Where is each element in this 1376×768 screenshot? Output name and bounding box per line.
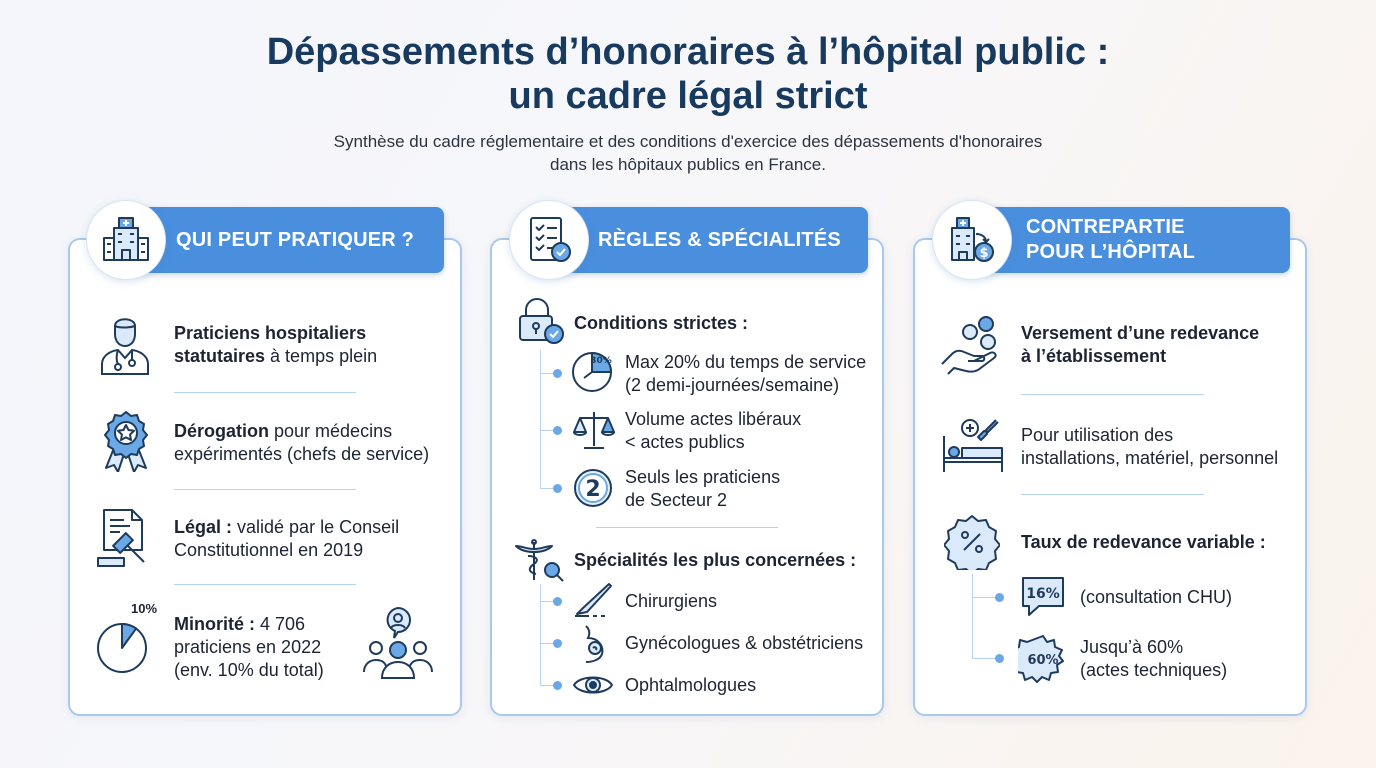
contrepartie-redevance: Versement d’une redevance à l’établissement [1021, 323, 1260, 366]
qui-item-legal: Légal : validé par le Conseil Constitutionnel en 2019 [174, 517, 400, 560]
divider [174, 489, 356, 490]
group-people-icon [362, 606, 434, 680]
qui-item-derogation: Dérogation pour médecins expérimentés (chefs de service) [174, 421, 430, 464]
pregnancy-icon [578, 624, 610, 664]
eye-icon [572, 672, 614, 698]
divider [1021, 394, 1204, 395]
gavel-document-icon [96, 508, 156, 568]
qui-item-praticiens: Praticiens hospitaliers statutaires à temps plein [174, 323, 378, 366]
sector-2-icon [572, 467, 614, 509]
bullet-dot [553, 484, 562, 493]
heading-contrepartie: CONTREPARTIE POUR L’HÔPITAL [974, 207, 1290, 273]
doctor-icon [96, 312, 154, 376]
bullet-dot [553, 426, 562, 435]
condition-temps: Max 20% du temps de service (2 demi-journées/semaine) [625, 352, 867, 395]
divider [1021, 494, 1204, 495]
divider [174, 584, 356, 585]
bed-tools-icon [940, 418, 1006, 474]
svg-text:$: $ [979, 246, 989, 261]
bullet-dot [553, 597, 562, 606]
speech-bubble-16-icon [1019, 576, 1067, 618]
heading-qui-peut-pratiquer: QUI PEUT PRATIQUER ? [128, 207, 444, 273]
bullet-dot [995, 654, 1004, 663]
contrepartie-utilisation: Pour utilisation des installations, matériel, personnel [1021, 425, 1279, 468]
tree-connector [972, 574, 973, 658]
specialite-gynecologues: Gynécologues & obstétriciens [625, 633, 864, 653]
divider [174, 392, 356, 393]
bullet-dot [553, 639, 562, 648]
hospital-money-icon [932, 200, 1012, 280]
pie-chart-icon [94, 618, 152, 674]
sector-number: 2 [585, 477, 601, 502]
hand-coins-icon [940, 314, 1004, 376]
conditions-title: Conditions strictes : [574, 313, 749, 333]
checklist-document-icon [509, 200, 589, 280]
rate-16-label: 16% [1026, 586, 1060, 602]
scalpel-icon [573, 582, 613, 618]
award-badge-icon [98, 410, 154, 472]
tree-connector [540, 350, 541, 488]
page-subtitle: Synthèse du cadre réglementaire et des conditions d'exercice des dépassements d'honoraires dans les hôpitaux publics en France. [333, 132, 1043, 174]
hospital-building-icon [86, 200, 166, 280]
specialite-chirurgiens: Chirurgiens [625, 591, 718, 611]
taux-consultation: (consultation CHU) [1080, 587, 1233, 607]
clock-badge-label: 30% [590, 356, 612, 366]
qui-item-minorite: Minorité : 4 706 praticiens en 2022 (env. 10% du total) [174, 614, 324, 680]
bullet-dot [553, 369, 562, 378]
percent-badge-icon [944, 514, 1000, 570]
taux-title: Taux de redevance variable : [1021, 532, 1266, 552]
divider [596, 527, 778, 528]
heading-regles-specialites: RÈGLES & SPÉCIALITÉS [548, 207, 868, 273]
condition-volume: Volume actes libéraux < actes publics [625, 409, 802, 452]
scales-icon [572, 408, 616, 452]
pie-percent-label: 10% [131, 601, 158, 616]
taux-actes-techniques: Jusqu’à 60% (actes techniques) [1080, 637, 1228, 680]
bullet-dot [553, 681, 562, 690]
bullet-dot [995, 593, 1004, 602]
condition-secteur: Seuls les praticiens de Secteur 2 [625, 467, 781, 510]
specialites-title: Spécialités les plus concernées : [574, 550, 857, 570]
padlock-check-icon [516, 296, 566, 346]
page-title: Dépassements d’honoraires à l’hôpital public : un cadre légal strict [266, 31, 1110, 117]
rate-60-label: 60% [1027, 653, 1059, 668]
specialite-ophtalmologues: Ophtalmologues [625, 675, 757, 695]
gear-60-icon [1018, 634, 1068, 684]
caduceus-magnifier-icon [514, 538, 566, 584]
tree-connector [540, 584, 541, 685]
clock-percent-icon [570, 346, 616, 394]
